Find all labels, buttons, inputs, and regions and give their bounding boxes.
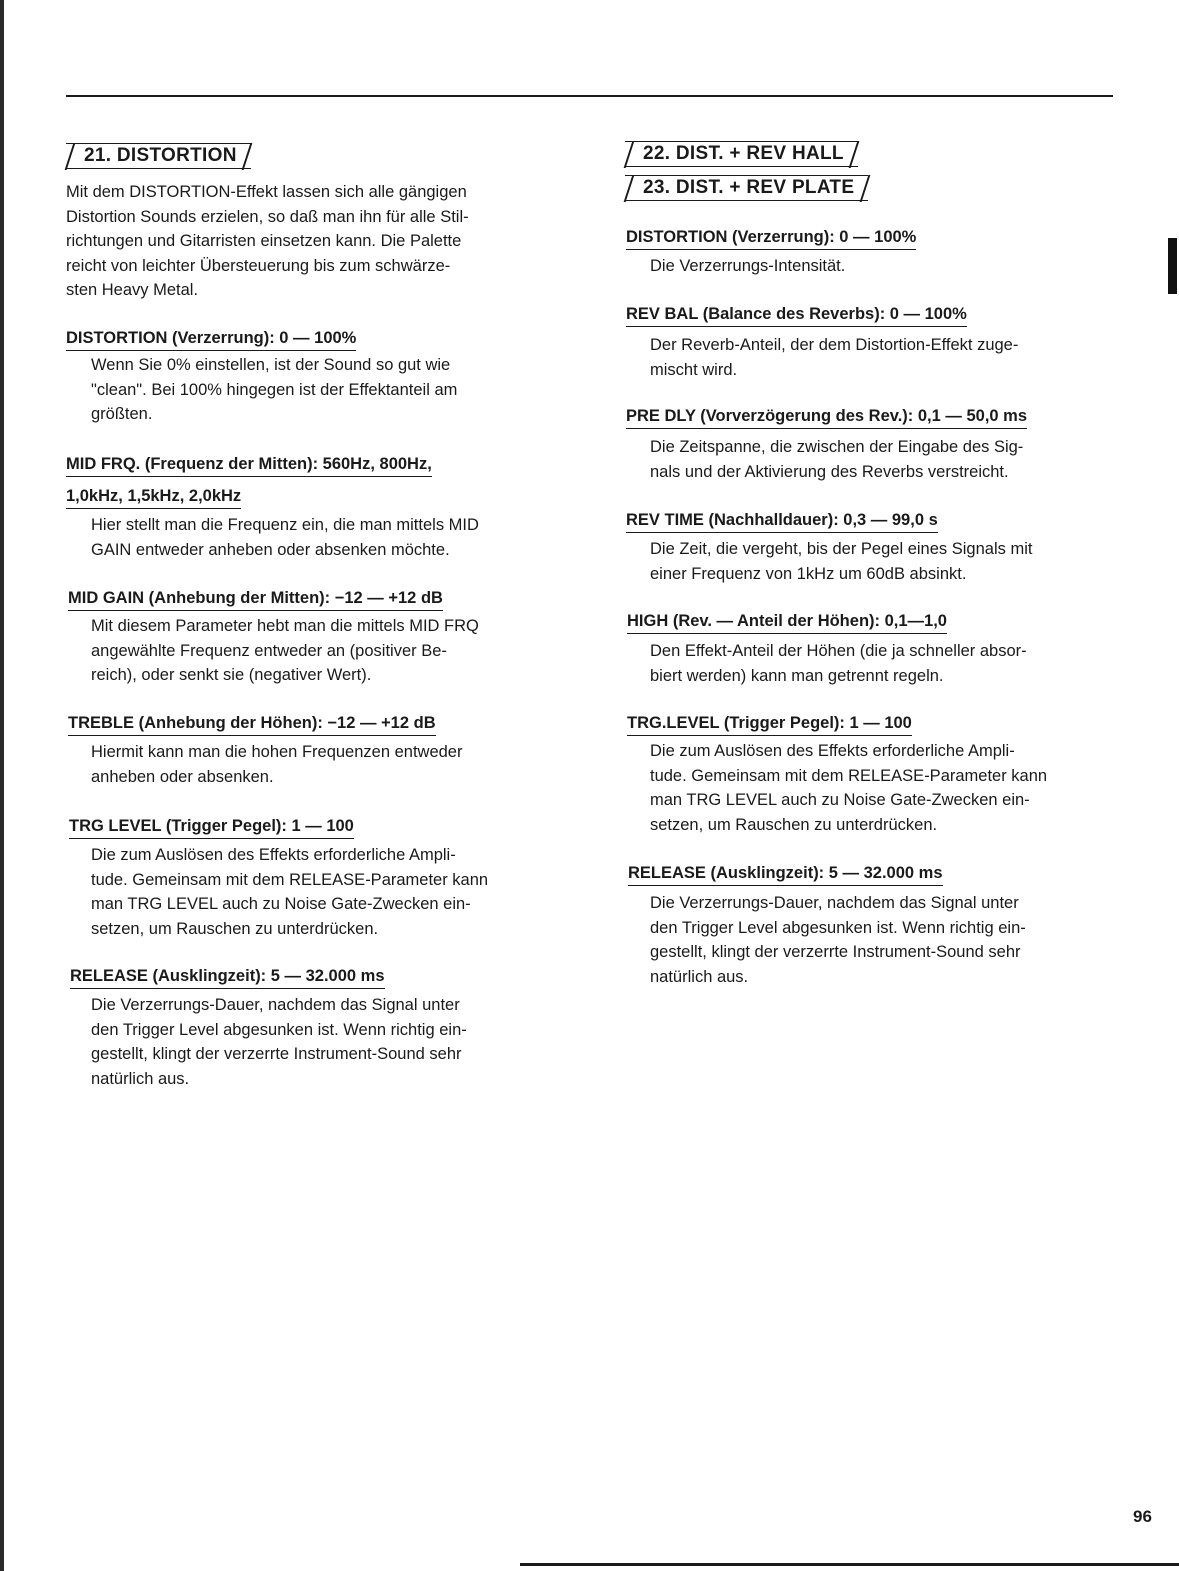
desc-line: tude. Gemeinsam mit dem RELEASE-Parameter kann — [650, 766, 1048, 785]
desc-line: mischt wird. — [650, 360, 738, 379]
intro-line: richtungen und Gitarristen einsetzen kann. Die Palette — [66, 232, 462, 250]
param-description — [91, 740, 462, 789]
desc-line: natürlich aus. — [91, 1069, 190, 1088]
desc-line: Die Zeitspanne, die zwischen der Eingabe des Sig- — [650, 438, 1024, 456]
desc-line: nals und der Aktivierung des Reverbs verstreicht. — [650, 462, 1009, 481]
param-heading-mid-gain: MID GAIN (Anhebung der Mitten): −12 — +12 dB — [68, 586, 443, 611]
param-heading-rev-bal: REV BAL (Balance des Reverbs): 0 — 100% — [626, 302, 967, 327]
param-heading-rev-time: REV TIME (Nachhalldauer): 0,3 — 99,0 s — [626, 508, 938, 533]
desc-line: größten. — [91, 405, 153, 423]
chapter-tab-marker — [1168, 238, 1177, 294]
desc-line: tude. Gemeinsam mit dem RELEASE-Parameter kann — [91, 870, 489, 889]
param-description — [650, 739, 1047, 837]
desc-line: anheben oder absenken. — [91, 767, 274, 786]
param-description — [91, 513, 479, 562]
desc-line: Die zum Auslösen des Effekts erforderliche Ampli- — [650, 742, 1015, 760]
desc-line: natürlich aus. — [650, 967, 749, 986]
desc-line: den Trigger Level abgesunken ist. Wenn richtig ein- — [91, 1020, 467, 1039]
section-title-dist-rev-hall: 22. DIST. + REV HALL — [625, 141, 858, 167]
desc-line: Die Verzerrungs-Intensität. — [650, 257, 846, 275]
bottom-rule — [520, 1563, 1179, 1566]
param-heading-mid-frq: MID FRQ. (Frequenz der Mitten): 560Hz, 800Hz, — [66, 452, 432, 477]
desc-line: GAIN entweder anheben oder absenken möchte. — [91, 540, 450, 559]
desc-line: angewählte Frequenz entweder an (positiver Be- — [91, 641, 447, 660]
desc-line: gestellt, klingt der verzerrte Instrument-Sound sehr — [91, 1045, 462, 1063]
desc-line: setzen, um Rauschen zu unterdrücken. — [91, 919, 379, 938]
param-heading-pre-dly: PRE DLY (Vorverzögerung des Rev.): 0,1 — 50,0 ms — [626, 404, 1027, 429]
intro-line: Distortion Sounds erzielen, so daß man ihn für alle Stil- — [66, 207, 469, 226]
desc-line: Den Effekt-Anteil der Höhen (die ja schneller absor- — [650, 642, 1027, 660]
param-description — [91, 353, 457, 427]
desc-line: Hier stellt man die Frequenz ein, die man mittels MID — [91, 516, 479, 534]
param-description — [91, 614, 479, 688]
desc-line: Die zum Auslösen des Effekts erforderliche Ampli- — [91, 846, 456, 864]
intro-line: Mit dem DISTORTION-Effekt lassen sich alle gängigen — [66, 183, 467, 201]
param-heading-release: RELEASE (Ausklingzeit): 5 — 32.000 ms — [70, 964, 385, 989]
desc-line: biert werden) kann man getrennt regeln. — [650, 666, 944, 685]
param-heading-trg-level: TRG LEVEL (Trigger Pegel): 1 — 100 — [69, 814, 354, 839]
intro-line: reicht von leichter Übersteuerung bis zum schwärze- — [66, 256, 451, 275]
param-heading-distortion: DISTORTION (Verzerrung): 0 — 100% — [626, 225, 916, 250]
param-description — [650, 254, 845, 279]
param-heading-trg-level: TRG.LEVEL (Trigger Pegel): 1 — 100 — [627, 711, 912, 736]
desc-line: man TRG LEVEL auch zu Noise Gate-Zwecken ein- — [91, 895, 471, 913]
param-description — [650, 891, 1026, 989]
top-rule — [66, 95, 1113, 97]
desc-line: einer Frequenz von 1kHz um 60dB absinkt. — [650, 564, 967, 583]
param-description — [650, 537, 1032, 586]
desc-line: Mit diesem Parameter hebt man die mittels MID FRQ — [91, 617, 479, 635]
param-heading-release: RELEASE (Ausklingzeit): 5 — 32.000 ms — [628, 861, 943, 886]
section-intro — [66, 180, 469, 303]
page-number: 96 — [1133, 1507, 1152, 1526]
intro-line: sten Heavy Metal. — [66, 281, 199, 299]
section-title-distortion: 21. DISTORTION — [66, 143, 251, 169]
desc-line: Hiermit kann man die hohen Frequenzen entweder — [91, 743, 463, 761]
param-heading-high: HIGH (Rev. — Anteil der Höhen): 0,1—1,0 — [627, 609, 947, 634]
param-description — [91, 993, 467, 1091]
desc-line: Die Verzerrungs-Dauer, nachdem das Signal unter — [91, 996, 460, 1014]
desc-line: Der Reverb-Anteil, der dem Distortion-Effekt zuge- — [650, 336, 1019, 354]
param-description — [91, 843, 488, 941]
page-edge-shadow — [0, 0, 4, 1571]
param-heading-treble: TREBLE (Anhebung der Höhen): −12 — +12 dB — [68, 711, 436, 736]
param-description — [650, 639, 1027, 688]
desc-line: setzen, um Rauschen zu unterdrücken. — [650, 815, 938, 834]
desc-line: gestellt, klingt der verzerrte Instrument-Sound sehr — [650, 943, 1021, 961]
desc-line: Die Zeit, die vergeht, bis der Pegel eines Signals mit — [650, 540, 1033, 558]
desc-line: Die Verzerrungs-Dauer, nachdem das Signal unter — [650, 894, 1019, 912]
param-heading-mid-frq-cont: 1,0kHz, 1,5kHz, 2,0kHz — [66, 484, 241, 509]
param-heading-distortion: DISTORTION (Verzerrung): 0 — 100% — [66, 326, 356, 351]
desc-line: "clean". Bei 100% hingegen ist der Effektanteil am — [91, 380, 458, 399]
param-description — [650, 333, 1018, 382]
desc-line: den Trigger Level abgesunken ist. Wenn richtig ein- — [650, 918, 1026, 937]
section-title-dist-rev-plate: 23. DIST. + REV PLATE — [625, 175, 868, 201]
param-description — [650, 435, 1023, 484]
desc-line: man TRG LEVEL auch zu Noise Gate-Zwecken ein- — [650, 791, 1030, 809]
desc-line: reich), oder senkt sie (negativer Wert). — [91, 666, 372, 684]
desc-line: Wenn Sie 0% einstellen, ist der Sound so gut wie — [91, 356, 451, 374]
